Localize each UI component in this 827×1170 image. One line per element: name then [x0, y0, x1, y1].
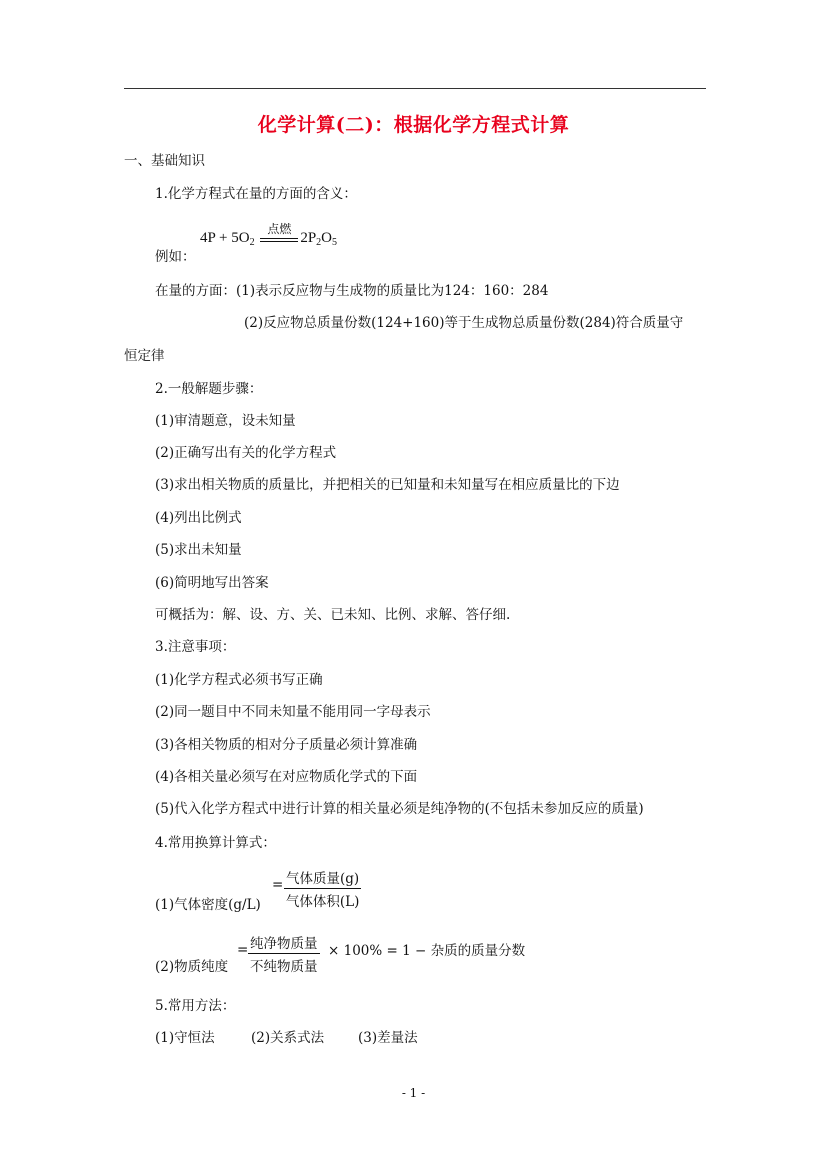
purity-fraction	[248, 932, 320, 975]
equation-reactants: 4P + 5O	[200, 230, 250, 246]
example-label: 例如：	[155, 249, 196, 265]
fraction-denominator: 气体体积(L)	[285, 894, 360, 910]
reaction-condition: 点燃	[267, 222, 292, 236]
note-item: (4)各相关量必须写在对应物质化学式的下面	[155, 769, 418, 785]
reaction-arrow	[260, 222, 298, 242]
page-title: 化学计算(二)：根据化学方程式计算	[257, 114, 570, 136]
formula-1-equals: =	[272, 877, 284, 893]
o-subscript: 5	[332, 237, 338, 248]
note-item: (5)代入化学方程式中进行计算的相关量必须是纯净物的(不包括未参加反应的质量)	[155, 801, 644, 817]
quantity-meaning-2: (2)反应物总质量份数(124+160)等于生成物总质量份数(284)符合质量守	[244, 315, 684, 331]
method-item: (3)差量法	[358, 1030, 418, 1046]
quantity-meaning-2-continued: 恒定律	[124, 348, 165, 364]
note-item: (3)各相关物质的相对分子质量必须计算准确	[155, 737, 418, 753]
chemical-equation	[200, 222, 338, 252]
item-4-heading: 4.常用换算计算式：	[155, 835, 276, 851]
item-3-heading: 3.注意事项：	[155, 639, 236, 655]
step-item: (3)求出相关物质的质量比，并把相关的已知量和未知量写在相应质量比的下边	[155, 477, 620, 493]
step-item: (2)正确写出有关的化学方程式	[155, 445, 337, 461]
header-rule	[124, 88, 706, 89]
step-item: (4)列出比例式	[155, 510, 242, 526]
quantity-meaning-1: 在量的方面：(1)表示反应物与生成物的质量比为124：160：284	[155, 283, 549, 299]
note-item: (2)同一题目中不同未知量不能用同一字母表示	[155, 704, 431, 720]
note-item: (1)化学方程式必须书写正确	[155, 672, 323, 688]
fraction-numerator: 纯净物质量	[248, 932, 320, 954]
method-item: (1)守恒法	[155, 1030, 215, 1046]
section-heading: 一、基础知识	[124, 153, 205, 169]
step-item: (6)简明地写出答案	[155, 575, 269, 591]
gas-density-fraction	[284, 867, 361, 910]
purity-label: (2)物质纯度	[155, 959, 229, 975]
p-subscript: 2	[316, 237, 322, 248]
equals-sign	[260, 238, 298, 242]
equation-product: 2P	[300, 230, 317, 246]
gas-density-label: (1)气体密度(g/L)	[155, 897, 261, 913]
item-2-heading: 2.一般解题步骤：	[155, 381, 263, 397]
item-1-heading: 1.化学方程式在量的方面的含义：	[155, 186, 357, 202]
item-5-heading: 5.常用方法：	[155, 998, 236, 1014]
method-item: (2)关系式法	[251, 1030, 325, 1046]
formula-2-equals: =	[237, 942, 249, 958]
step-item: (1)审清题意，设未知量	[155, 413, 296, 429]
steps-summary: 可概括为：解、设、方、关、已未知、比例、求解、答仔细.	[155, 607, 511, 623]
fraction-denominator: 不纯物质量	[250, 959, 318, 975]
step-item: (5)求出未知量	[155, 542, 242, 558]
purity-formula-rest: × 100% = 1 − 杂质的质量分数	[328, 943, 526, 959]
fraction-numerator: 气体质量(g)	[284, 867, 361, 889]
product-oxygen: O	[321, 230, 333, 246]
o2-subscript: 2	[249, 237, 255, 248]
page-number: - 1 -	[401, 1086, 426, 1100]
